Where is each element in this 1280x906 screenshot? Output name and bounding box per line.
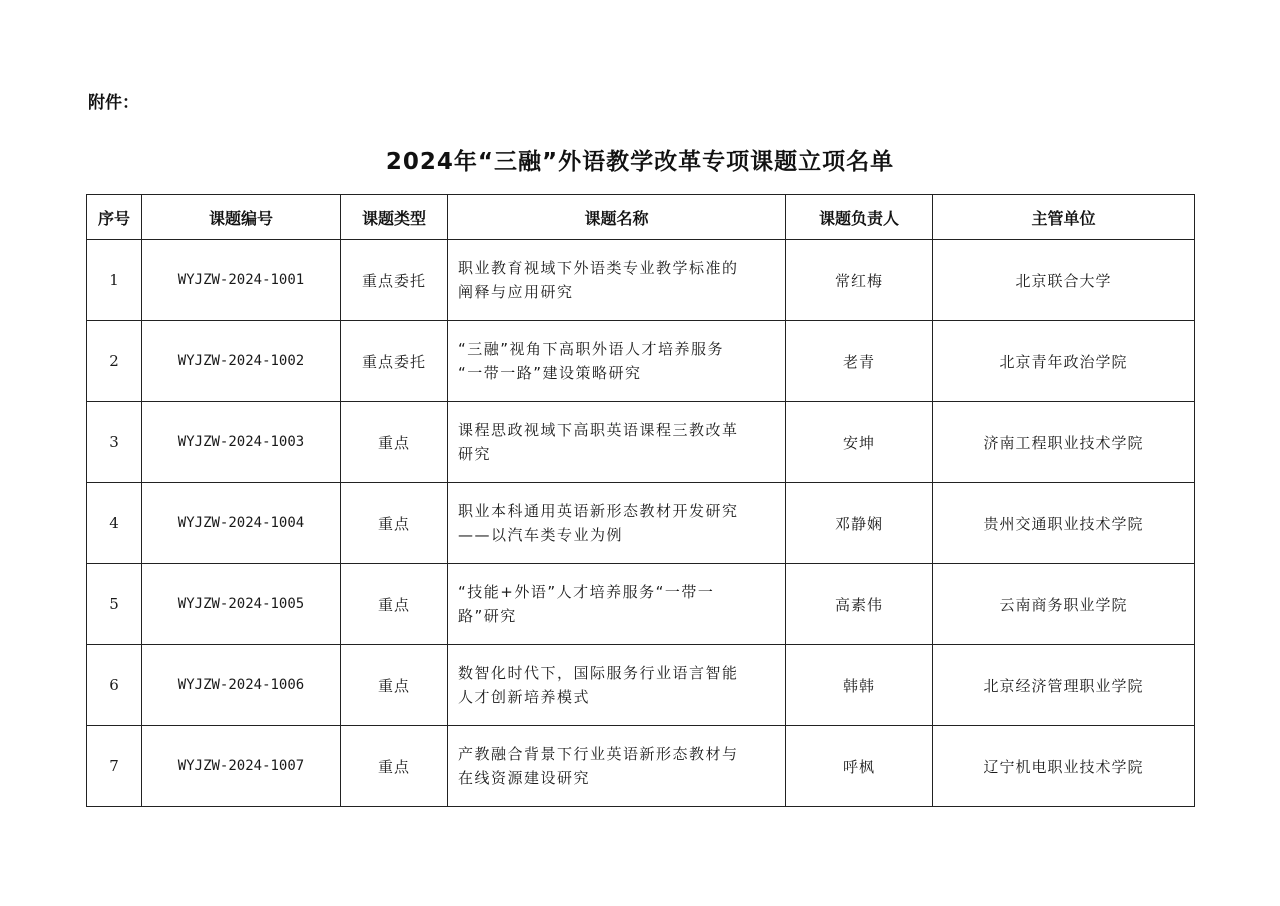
row-code: WYJZW-2024-1007	[142, 726, 341, 807]
header-name: 课题名称	[448, 195, 786, 240]
table-row	[87, 483, 1195, 564]
row-unit: 北京经济管理职业学院	[933, 645, 1195, 726]
row-name-line1: 职业教育视域下外语类专业教学标准的	[458, 259, 739, 277]
table-row	[87, 645, 1195, 726]
row-unit: 济南工程职业技术学院	[933, 402, 1195, 483]
row-code: WYJZW-2024-1006	[142, 645, 341, 726]
row-name	[448, 321, 786, 402]
row-leader: 常红梅	[786, 240, 933, 321]
row-code: WYJZW-2024-1004	[142, 483, 341, 564]
row-name	[448, 645, 786, 726]
row-type: 重点	[341, 726, 448, 807]
row-seq: 2	[87, 321, 142, 402]
header-leader: 课题负责人	[786, 195, 933, 240]
header-seq: 序号	[87, 195, 142, 240]
row-unit: 北京青年政治学院	[933, 321, 1195, 402]
row-seq: 7	[87, 726, 142, 807]
row-seq: 5	[87, 564, 142, 645]
row-leader: 邓静娴	[786, 483, 933, 564]
row-leader: 韩韩	[786, 645, 933, 726]
row-name	[448, 240, 786, 321]
table-row	[87, 240, 1195, 321]
header-unit: 主管单位	[933, 195, 1195, 240]
row-name	[448, 564, 786, 645]
attachment-label: 附件：	[88, 93, 139, 113]
row-name	[448, 726, 786, 807]
row-code: WYJZW-2024-1001	[142, 240, 341, 321]
row-seq: 6	[87, 645, 142, 726]
row-unit: 云南商务职业学院	[933, 564, 1195, 645]
row-type: 重点	[341, 402, 448, 483]
project-list-table	[86, 194, 1195, 807]
row-leader: 安坤	[786, 402, 933, 483]
row-unit: 北京联合大学	[933, 240, 1195, 321]
row-name-line2: ——以汽车类专业为例	[458, 526, 624, 544]
row-name-line1: 数智化时代下，国际服务行业语言智能	[458, 664, 739, 682]
table-row	[87, 321, 1195, 402]
row-leader: 高素伟	[786, 564, 933, 645]
row-unit: 辽宁机电职业技术学院	[933, 726, 1195, 807]
row-name-line1: “技能+外语”人才培养服务“一带一	[458, 583, 715, 601]
table-row	[87, 564, 1195, 645]
row-name-line1: “三融”视角下高职外语人才培养服务	[458, 340, 725, 358]
row-name-line2: 研究	[458, 445, 492, 463]
row-unit: 贵州交通职业技术学院	[933, 483, 1195, 564]
row-name-line2: “一带一路”建设策略研究	[458, 364, 642, 382]
row-type: 重点	[341, 483, 448, 564]
table-header-row	[87, 195, 1195, 240]
table-row	[87, 726, 1195, 807]
row-type: 重点	[341, 645, 448, 726]
row-name-line2: 人才创新培养模式	[458, 688, 591, 706]
row-name-line2: 阐释与应用研究	[458, 283, 574, 301]
header-type: 课题类型	[341, 195, 448, 240]
row-seq: 4	[87, 483, 142, 564]
row-name-line1: 课程思政视域下高职英语课程三教改革	[458, 421, 739, 439]
row-seq: 3	[87, 402, 142, 483]
row-name-line1: 职业本科通用英语新形态教材开发研究	[458, 502, 739, 520]
row-name	[448, 402, 786, 483]
row-type: 重点委托	[341, 321, 448, 402]
row-type: 重点	[341, 564, 448, 645]
row-leader: 老青	[786, 321, 933, 402]
row-code: WYJZW-2024-1002	[142, 321, 341, 402]
row-name-line1: 产教融合背景下行业英语新形态教材与	[458, 745, 739, 763]
document-title: 2024年“三融”外语教学改革专项课题立项名单	[385, 149, 895, 175]
header-code: 课题编号	[142, 195, 341, 240]
row-seq: 1	[87, 240, 142, 321]
row-code: WYJZW-2024-1005	[142, 564, 341, 645]
row-code: WYJZW-2024-1003	[142, 402, 341, 483]
row-name-line2: 在线资源建设研究	[458, 769, 591, 787]
row-leader: 呼枫	[786, 726, 933, 807]
row-type: 重点委托	[341, 240, 448, 321]
row-name	[448, 483, 786, 564]
table-row	[87, 402, 1195, 483]
row-name-line2: 路”研究	[458, 607, 517, 625]
